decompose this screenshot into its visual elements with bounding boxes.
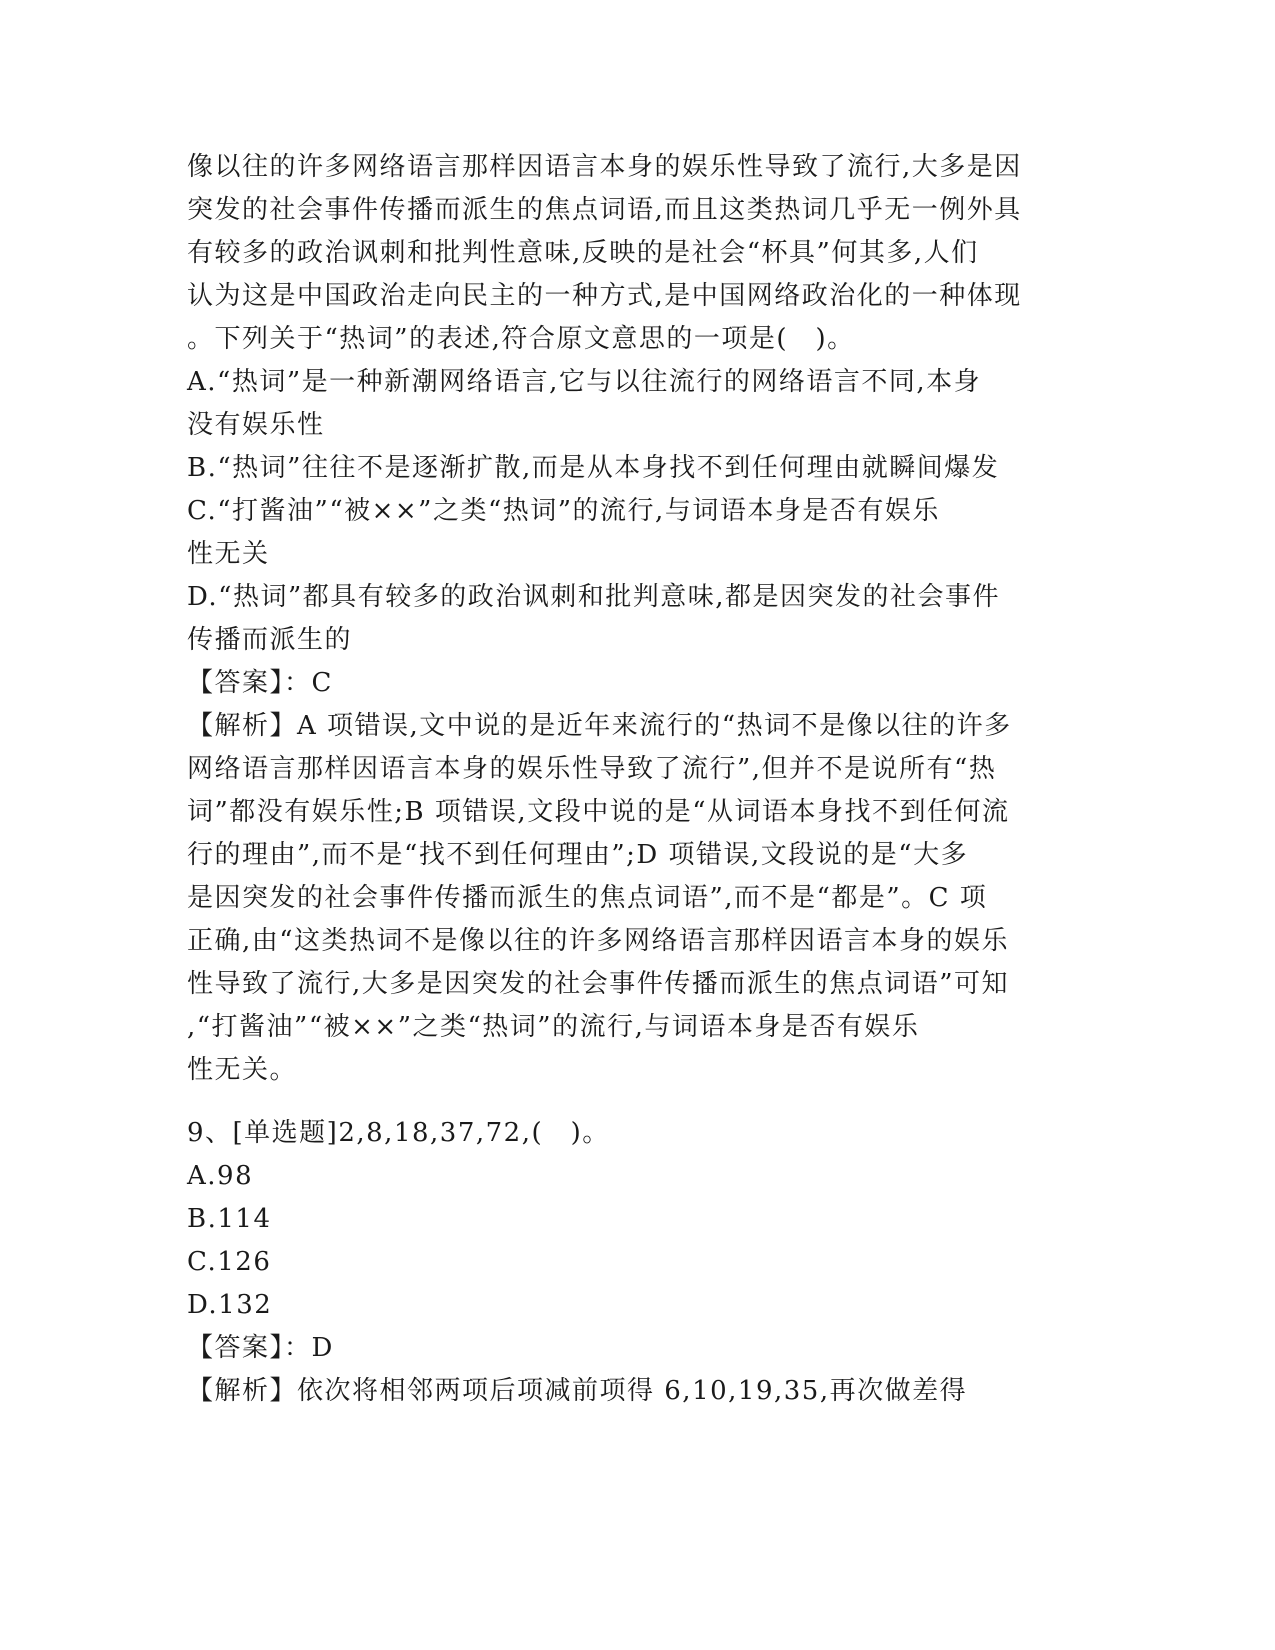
q8-option-c-cont: 性无关: [187, 539, 270, 569]
q9-option-d: D.132: [187, 1290, 273, 1320]
passage-line: 认为这是中国政治走向民主的一种方式,是中国网络政治化的一种体现: [187, 281, 1022, 311]
passage-line: 像以往的许多网络语言那样因语言本身的娱乐性导致了流行,大多是因: [187, 152, 1022, 182]
q9-analysis: 【解析】依次将相邻两项后项减前项得 6,10,19,35,再次做差得: [187, 1376, 968, 1406]
q8-options: [187, 361, 1087, 662]
analysis-line: 行的理由”,而不是“找不到任何理由”;D 项错误,文段说的是“大多: [187, 840, 969, 870]
analysis-line: 性导致了流行,大多是因突发的社会事件传播而派生的焦点词语”可知: [187, 969, 1010, 999]
analysis-line: 性无关。: [187, 1055, 298, 1085]
analysis-line: ,“打酱油”“被××”之类“热词”的流行,与词语本身是否有娱乐: [187, 1012, 920, 1042]
q8-option-a-cont: 没有娱乐性: [187, 410, 325, 440]
q8-option-d: D.“热词”都具有较多的政治讽刺和批判意味,都是因突发的社会事件: [187, 582, 1001, 612]
analysis-line: 网络语言那样因语言本身的娱乐性导致了流行”,但并不是说所有“热: [187, 754, 997, 784]
q9-answer: 【答案】：D: [187, 1333, 334, 1363]
q8-option-b: B.“热词”往往不是逐渐扩散,而是从本身找不到任何理由就瞬间爆发: [187, 453, 1000, 483]
q9-option-c: C.126: [187, 1247, 272, 1277]
q8-option-d-cont: 传播而派生的: [187, 625, 353, 655]
q8-option-c: C.“打酱油”“被××”之类“热词”的流行,与词语本身是否有娱乐: [187, 496, 940, 526]
q9-options: [187, 1155, 1087, 1327]
section-gap: [187, 1092, 1087, 1112]
q8-analysis: [187, 705, 1087, 1092]
passage-text: [187, 146, 1087, 361]
q9-option-a: A.98: [187, 1161, 254, 1191]
analysis-line: 正确,由“这类热词不是像以往的许多网络语言那样因语言本身的娱乐: [187, 926, 1010, 956]
passage-line: 突发的社会事件传播而派生的焦点词语,而且这类热词几乎无一例外具: [187, 195, 1022, 225]
question-prompt: 。下列关于“热词”的表述,符合原文意思的一项是( )。: [187, 324, 855, 354]
q9-option-b: B.114: [187, 1204, 272, 1234]
analysis-line: 是因突发的社会事件传播而派生的焦点词语”,而不是“都是”。C 项: [187, 883, 988, 913]
passage-line: 有较多的政治讽刺和批判性意味,反映的是社会“杯具”何其多,人们: [187, 238, 979, 268]
document-content: [187, 146, 1087, 1413]
q8-option-a: A.“热词”是一种新潮网络语言,它与以往流行的网络语言不同,本身: [187, 367, 982, 397]
q9-stem: 9、[单选题]2,8,18,37,72,( )。: [187, 1118, 610, 1148]
analysis-line: 【解析】A 项错误,文中说的是近年来流行的“热词不是像以往的许多: [187, 711, 1012, 741]
q8-answer: 【答案】：C: [187, 668, 333, 698]
analysis-line: 词”都没有娱乐性;B 项错误,文段中说的是“从词语本身找不到任何流: [187, 797, 1010, 827]
